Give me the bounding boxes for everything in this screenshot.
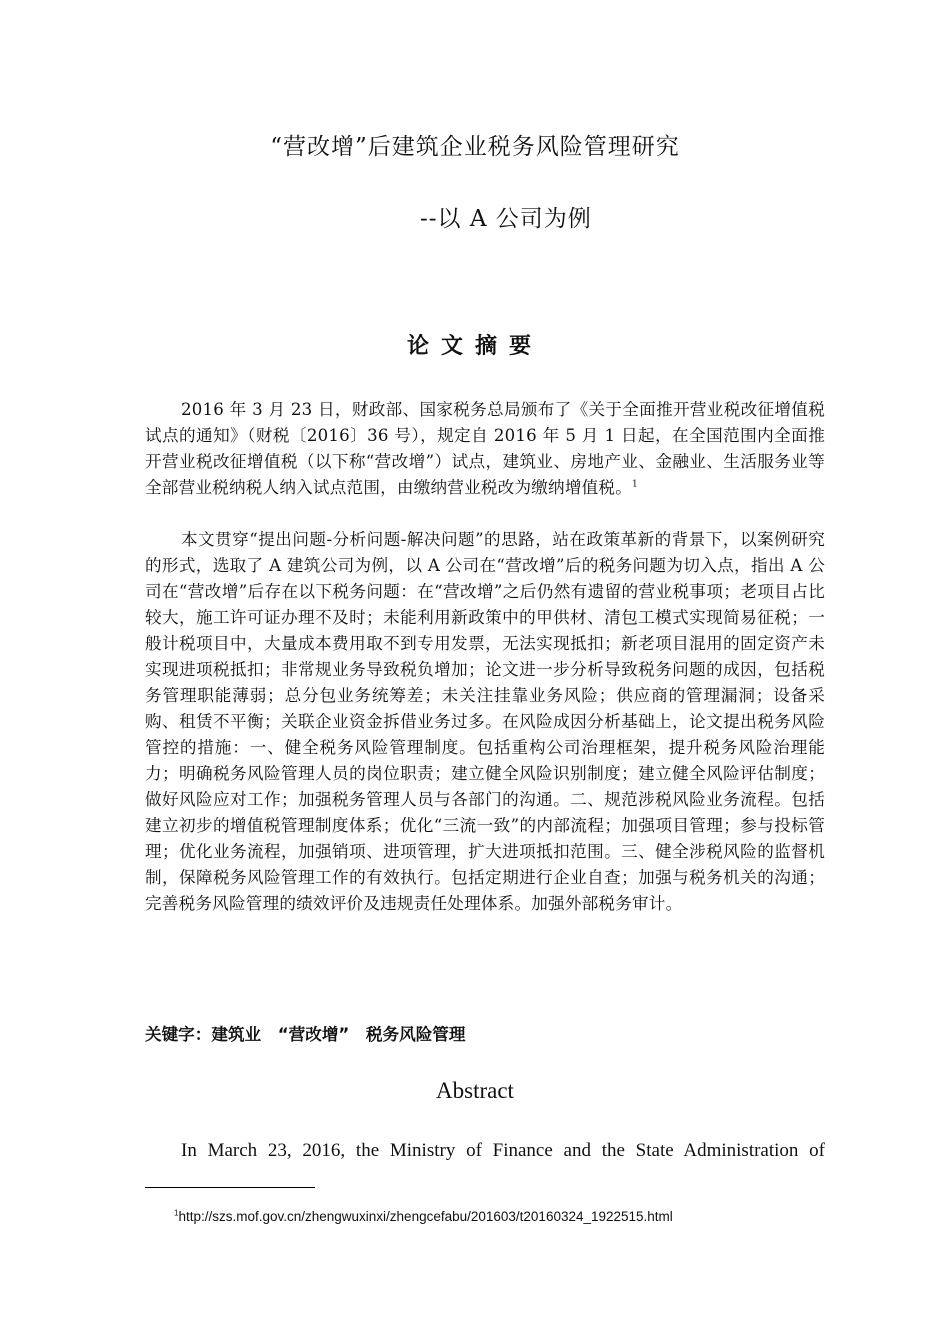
abstract-paragraph-2: 本文贯穿“提出问题-分析问题-解决问题”的思路，站在政策革新的背景下，以案例研究的形式，选取了 A 建筑公司为例，以 A 公司在“营改增”后的税务问题为切入点，指出 A 公司在“营改增”后存在以下税务问题：在“营改增”之后仍然有遗留的营业税事项；老项目占比较大，施工许可证办理不及时；未能利用新政策中的甲供材、清包工模式实现简易征税；一般计税项目中，大量成本费用取不到专用发票，无法实现抵扣；新老项目混用的固定资产未实现进项税抵扣；非常规业务导致税负增加；论文进一步分析导致税务问题的成因，包括税务管理职能薄弱；总分包业务统筹差；未关注挂靠业务风险；供应商的管理漏洞；设备采购、租赁不平衡；关联企业资金拆借业务过多。在风险成因分析基础上，论文提出税务风险管控的措施：一、健全税务风险管理制度。包括重构公司治理框架，提升税务风险治理能力；明确税务风险管理人员的岗位职责；建立健全风险识别制度；建立健全风险评估制度；做好风险应对工作；加强税务管理人员与各部门的沟通。二、规范涉税风险业务流程。包括建立初步的增值税管理制度体系；优化“三流一致”的内部流程；加强项目管理；参与投标管理；优化业务流程，加强销项、进项管理，扩大进项抵扣范围。三、健全涉税风险的监督机制，保障税务风险管理工作的有效执行。包括定期进行企业自查；加强与税务机关的沟通；完善税务风险管理的绩效评价及违规责任处理体系。加强外部税务审计。: [145, 530, 825, 913]
paper-subtitle: --以 A 公司为例: [420, 206, 592, 232]
footnote-link[interactable]: http://szs.mof.gov.cn/zhengwuxinxi/zhengcefabu/201603/t20160324_1922515.html: [178, 1209, 673, 1224]
footnote-number: 1: [174, 1208, 179, 1218]
keywords-label: 关键字：: [145, 1025, 212, 1044]
footnote: [174, 1209, 673, 1224]
paper-title: “营改增”后建筑企业税务风险管理研究: [270, 134, 680, 160]
abstract-paragraph-1-text: 2016 年 3 月 23 日，财政部、国家税务总局颁布了《关于全面推开营业税改征增值税试点的通知》（财税〔2016〕36 号），规定自 2016 年 5 月 1 日起，在全国范围内全面推开营业税改征增值税（以下称“营改增”）试点，建筑业、房地产业、金融业、生活服务业等全部营业税纳税人纳入试点范围，由缴纳营业税改为缴纳增值税。: [145, 400, 825, 497]
abstract-paragraph-1: [145, 397, 825, 501]
english-abstract-first-line: In March 23, 2016, the Ministry of Finance and the State Administration of: [181, 1140, 825, 1161]
footnote-separator: [145, 1187, 315, 1188]
footnote-reference[interactable]: 1: [632, 479, 638, 490]
abstract-heading: 论文摘要: [406, 334, 543, 359]
keywords-line: [145, 1021, 466, 1045]
english-abstract-heading: Abstract: [436, 1078, 514, 1103]
keywords-items: 建筑业 “营改增” 税务风险管理: [211, 1025, 466, 1044]
